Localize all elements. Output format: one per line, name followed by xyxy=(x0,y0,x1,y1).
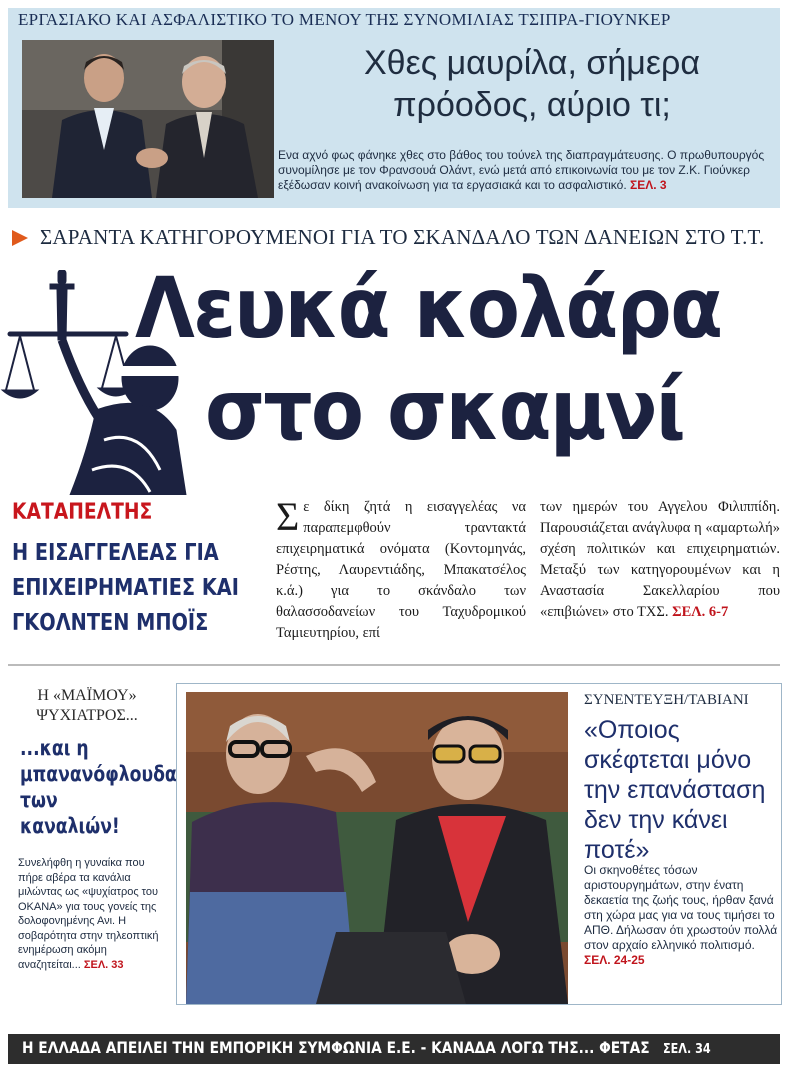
top-story-page-ref: ΣΕΛ. 3 xyxy=(630,178,667,192)
photo-two-directors xyxy=(186,692,568,1004)
top-headline-line2: πρόοδος, αύριο τι; xyxy=(393,86,671,124)
top-headline-line1: Χθες μαυρίλα, σήμερα xyxy=(364,44,700,82)
feature-photo xyxy=(186,692,568,1004)
drop-cap: Σ xyxy=(276,494,300,539)
left-story-kicker: Η «ΜΑΪΜΟΥ» ΨΥΧΙΑΤΡΟΣ... xyxy=(36,687,138,724)
feature-kicker: ΣΥΝΕΝΤΕΥΞΗ/ΤΑΒΙΑΝΙ xyxy=(584,692,749,708)
photo-two-politicians xyxy=(22,40,274,198)
left-story-title: ...και η μπανανόφλουδα των καναλιών! xyxy=(20,736,177,838)
left-story-page-ref: ΣΕΛ. 33 xyxy=(83,958,124,971)
footer-page-ref: ΣΕΛ. 34 xyxy=(663,1042,711,1057)
footer-headline xyxy=(22,1038,711,1057)
top-story-photo xyxy=(22,40,274,198)
main-story-column-2 xyxy=(540,497,780,623)
top-story-headline xyxy=(292,42,772,126)
footer-headline-text: Η ΕΛΛΑΔΑ ΑΠΕΙΛΕΙ ΤΗΝ ΕΜΠΟΡΙΚΗ ΣΥΜΦΩΝΙΑ Ε.Ε. - ΚΑΝΑΔΑ ΛΟΓΩ ΤΗΣ... ΦΕΤΑΣ xyxy=(22,1038,650,1057)
main-story-column-1-text: ε δίκη ζητά η εισαγγελέας να παραπεμφθούν τραντακτά επιχειρηματικά ονόματα (Κοντομηνάς, Ρέστης, Λαυρεντιάδης, Μπακατσέλος κ.ά.) για το σκάνδαλο των θαλασσοδανείων του Ταχυδρομικού Ταμιευτηρίου, επί xyxy=(276,499,526,641)
section-divider xyxy=(8,664,780,666)
main-headline-line2: στο σκαμνί xyxy=(205,361,684,459)
main-headline-line1: Λευκά κολάρα xyxy=(135,259,722,357)
triangle-arrow-icon xyxy=(12,230,28,246)
top-story-body-text: Ενα αχνό φως φάνηκε χθες στο βάθος του τούνελ της διαπραγμάτευσης. Ο πρωθυπουργός συνομίλησε με τον Φρανσουά Ολάντ, ενώ μετά από επικοινωνία του με τον Ζ.Κ. Γιούνκερ εξέδωσαν κοινή ανακοίνωση για τα εργασιακά και το ασφαλιστικό. xyxy=(278,148,765,192)
main-story-column-2-text: των ημερών του Αγγελου Φιλιππίδη. Παρουσιάζεται ανάγλυφα η «αμαρτωλή» σχέση πολιτικών και επιχειρηματιών. Μεταξύ των κατηγορουμένων και η Αναστασία Σακελλαρίου που «επιβιώνει» στο ΤΧΣ. xyxy=(540,499,780,620)
feature-page-ref: ΣΕΛ. 24-25 xyxy=(584,953,645,967)
feature-body xyxy=(584,863,780,968)
main-story-side-kicker: ΚΑΤΑΠΕΛΤΗΣ xyxy=(12,500,153,525)
main-story-subheadline: Η ΕΙΣΑΓΓΕΛΕΑΣ ΓΙΑ ΕΠΙΧΕΙΡΗΜΑΤΙΕΣ ΚΑΙ ΓΚΟΛΝΤΕΝ ΜΠΟΪΣ xyxy=(12,540,239,636)
feature-body-text: Οι σκηνοθέτες τόσων αριστουργημάτων, στην ένατη δεκαετία της ζωής τους, ήρθαν ξανά στη χώρα μας για να τους τιμήσει το ΑΠΘ. Δήλωσαν ότι χρωστούν πολλά στον αρχαίο ελληνικό πολιτισμό. xyxy=(584,863,778,952)
main-story-column-1 xyxy=(276,494,526,644)
main-story-kicker: ΣΑΡΑΝΤΑ ΚΑΤΗΓΟΡΟΥΜΕΝΟΙ ΓΙΑ ΤΟ ΣΚΑΝΔΑΛΟ ΤΩΝ ΔΑΝΕΙΩΝ ΣΤΟ Τ.Τ. xyxy=(40,225,765,249)
feature-quote: «Οποιος σκέφτεται μόνο την επανάσταση δεν την κάνει ποτέ» xyxy=(584,716,766,864)
top-story-body xyxy=(278,148,778,193)
left-story-body xyxy=(18,856,168,972)
main-story-page-ref: ΣΕΛ. 6-7 xyxy=(672,604,729,620)
top-story-kicker: ΕΡΓΑΣΙΑΚΟ ΚΑΙ ΑΣΦΑΛΙΣΤΙΚΟ ΤΟ ΜΕΝΟΥ ΤΗΣ ΣΥΝΟΜΙΛΙΑΣ ΤΣΙΠΡΑ-ΓΙΟΥΝΚΕΡ xyxy=(18,10,671,29)
left-story-body-text: Συνελήφθη η γυναίκα που πήρε αβέρα τα κανάλια μιλώντας ως «ψυχίατρος του ΟΚΑΝΑ» για τους γονείς της δολοφονημένης Ανι. Η σοβαρότητα στην τηλεοπτική ενημέρωση ακόμη αναζητείται... xyxy=(18,857,159,971)
